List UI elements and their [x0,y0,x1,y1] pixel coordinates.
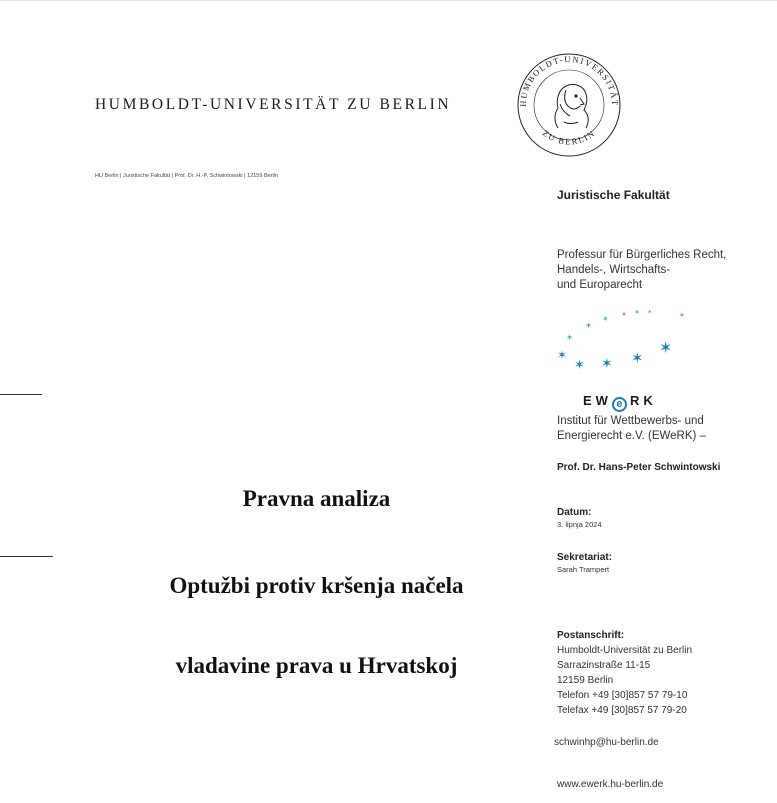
postal-label: Postanschrift: [557,630,625,641]
svg-text:*: * [648,309,652,317]
svg-text:✶: ✶ [601,356,613,372]
postal-block [557,628,767,718]
svg-text:✶: ✶ [631,349,644,367]
postal-line: Sarrazinstraße 11-15 [557,660,651,671]
document-title-line-1: Pravna analiza [242,486,391,511]
secretariat-block [557,552,767,574]
svg-text:*: * [603,316,608,326]
phone-line: Telefon +49 [30]857 57 79-10 [557,690,688,701]
svg-text:*: * [622,311,626,320]
professorship-line: Professur für Bürgerliches Recht, [557,249,727,261]
svg-text:*: * [635,309,639,318]
top-border [0,0,777,1]
svg-text:ZU BERLIN [541,128,597,147]
date-block [557,507,767,529]
svg-text:✶: ✶ [557,348,568,362]
institute-name [557,414,767,444]
institute-line: Energierecht e.V. (EWeRK) – [557,430,706,442]
faculty-name: Juristische Fakultät [557,188,670,202]
ewerk-stars-logo [552,305,692,375]
professorship-title [557,248,767,293]
postal-line: Humboldt-Universität zu Berlin [557,645,693,656]
university-name: HUMBOLDT-UNIVERSITÄT ZU BERLIN [95,96,452,113]
professorship-line: Handels-, Wirtschafts- [557,264,671,276]
website-link[interactable]: www.ewerk.hu-berlin.de [557,779,664,790]
sender-line: HU Berlin | Juristische Fakultät | Prof. Dr. H.-P. Schwintowski | 12159 Berlin [95,173,279,179]
punch-mark [0,556,53,557]
portrait-icon [555,84,588,128]
university-seal-logo [514,52,624,158]
email-link[interactable]: schwinhp@hu-berlin.de [554,737,659,748]
svg-text:*: * [567,334,572,345]
svg-text:✶: ✶ [659,338,673,357]
svg-text:*: * [680,312,684,321]
professor-name: Prof. Dr. Hans-Peter Schwintowski [557,462,721,473]
postal-line: 12159 Berlin [557,675,614,686]
fold-mark [0,394,42,395]
svg-text:✶: ✶ [574,358,585,373]
svg-text:HUMBOLDT-UNIVERSITÄT [518,54,620,107]
ewerk-logo-part: RK [629,393,657,408]
ewerk-e-icon: e [612,397,627,412]
document-title-line-3: vladavine prava u Hrvatskoj [175,653,458,678]
professorship-line: und Europarecht [557,279,643,291]
fax-line: Telefax +49 [30]857 57 79-20 [557,705,687,716]
date-label: Datum: [557,507,592,518]
secretariat-value: Sarah Trampert [557,565,610,574]
institute-line: Institut für Wettbewerbs- und [557,415,704,427]
secretariat-label: Sekretariat: [557,552,613,563]
date-value: 3. lipnja 2024 [557,520,602,529]
seal-top-text: HUMBOLDT-UNIVERSITÄT [517,53,621,108]
svg-text:*: * [586,322,591,333]
ewerk-logo [583,393,657,412]
ewerk-logo-part: EW [583,393,612,408]
seal-bottom-text: ZU BERLIN [540,127,598,147]
document-title-line-2: Optužbi protiv kršenja načela [169,573,464,598]
